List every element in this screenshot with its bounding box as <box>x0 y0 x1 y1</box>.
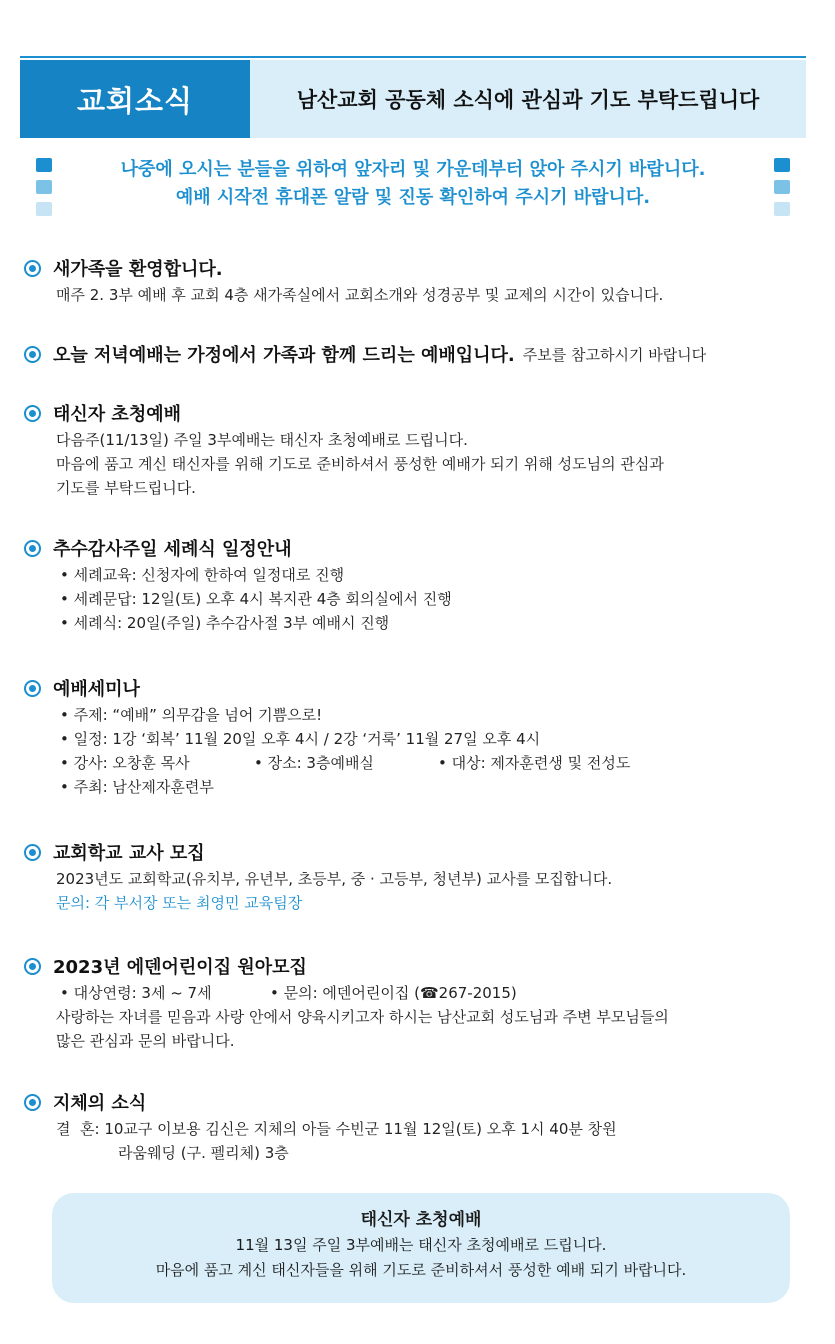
section-title: 교회학교 교사 모집 <box>53 843 205 864</box>
section-text: 2023년도 교회학교(유치부, 유년부, 초등부, 중 · 고등부, 청년부) 교사를 모집합니다. <box>56 870 613 888</box>
circle-bullet-icon <box>24 680 41 697</box>
section-seeker-worship <box>24 398 804 500</box>
contact-text: 문의: 각 부서장 또는 최영민 교육팀장 <box>56 894 303 912</box>
circle-bullet-icon <box>24 958 41 975</box>
list-item: • 세례문답: 12일(토) 오후 4시 복지관 4층 회의실에서 진행 <box>60 590 452 608</box>
section-seminar <box>24 673 804 799</box>
square-bullet-icon <box>774 202 790 216</box>
section-text: 기도를 부탁드립니다. <box>56 479 196 497</box>
seminar-place: • 장소: 3층예배실 <box>254 754 374 772</box>
square-bullet-icon <box>774 180 790 194</box>
notice-box <box>20 148 806 218</box>
section-text: 사랑하는 자녀를 믿음과 사랑 안에서 양육시키고자 하시는 남산교회 성도님과 주변 부모님들의 <box>56 1008 669 1026</box>
page-header <box>20 60 806 138</box>
notice-line: 나중에 오시는 분들을 위하여 앞자리 및 가운데부터 앉아 주시기 바랍니다. <box>120 159 706 180</box>
list-item: • 일정: 1강 ‘회복’ 11월 20일 오후 4시 / 2강 ‘거룩’ 11월 27일 오후 4시 <box>60 730 541 748</box>
square-bullet-icon <box>774 158 790 172</box>
section-title: 예배세미나 <box>53 679 140 700</box>
list-item: • 주제: “예배” 의무감을 넘어 기쁨으로! <box>60 706 323 724</box>
circle-bullet-icon <box>24 346 41 363</box>
section-baptism <box>24 533 804 635</box>
section-daycare <box>24 951 804 1053</box>
section-note: 주보를 참고하시기 바랍니다 <box>522 345 707 364</box>
section-title: 2023년 에덴어린이집 원아모집 <box>53 957 307 978</box>
section-title: 새가족을 환영합니다. <box>53 259 223 280</box>
section-text: 많은 관심과 문의 바랍니다. <box>56 1032 235 1050</box>
section-welcome <box>24 253 804 307</box>
box-title: 태신자 초청예배 <box>360 1210 482 1230</box>
section-evening-worship <box>24 339 804 369</box>
section-text: 마음에 품고 계신 태신자를 위해 기도로 준비하셔서 풍성한 예배가 되기 위해 성도님의 관심과 <box>56 455 664 473</box>
section-teacher-recruit <box>24 837 804 915</box>
header-tagline: 남산교회 공동체 소식에 관심과 기도 부탁드립니다 <box>250 60 806 138</box>
notice-text <box>60 156 766 212</box>
list-item <box>56 981 804 1005</box>
list-item <box>60 751 804 775</box>
square-bullet-icon <box>36 158 52 172</box>
circle-bullet-icon <box>24 405 41 422</box>
seeker-invitation-box <box>52 1193 790 1303</box>
header-top-rule <box>20 56 806 58</box>
section-title: 오늘 저녁예배는 가정에서 가족과 함께 드리는 예배입니다. <box>53 345 515 366</box>
section-text: 매주 2. 3부 예배 후 교회 4층 새가족실에서 교회소개와 성경공부 및 교제의 시간이 있습니다. <box>56 286 664 304</box>
section-member-news <box>24 1087 804 1165</box>
box-text: 11월 13일 주일 3부예배는 태신자 초청예배로 드립니다. <box>235 1236 607 1254</box>
seminar-target: • 대상: 제자훈련생 및 전성도 <box>438 754 631 772</box>
section-title: 추수감사주일 세례식 일정안내 <box>53 539 292 560</box>
circle-bullet-icon <box>24 1094 41 1111</box>
list-item: • 세례식: 20일(주일) 추수감사절 3부 예배시 진행 <box>60 614 390 632</box>
section-title: 지체의 소식 <box>53 1093 147 1114</box>
section-text: 결 혼: 10교구 이보용 김신은 지체의 아들 수빈군 11월 12일(토) 오후 1시 40분 창원 <box>56 1120 617 1138</box>
list-item: • 주최: 남산제자훈련부 <box>60 778 214 796</box>
circle-bullet-icon <box>24 260 41 277</box>
section-title: 태신자 초청예배 <box>53 404 181 425</box>
section-text: 다음주(11/13일) 주일 3부예배는 태신자 초청예배로 드립니다. <box>56 431 468 449</box>
seminar-speaker: • 강사: 오창훈 목사 <box>60 754 190 772</box>
page-title: 교회소식 <box>20 60 250 138</box>
box-text: 마음에 품고 계신 태신자들을 위해 기도로 준비하셔서 풍성한 예배 되기 바랍니다. <box>155 1261 687 1279</box>
list-item: • 세례교육: 신청자에 한하여 일정대로 진행 <box>60 566 345 584</box>
square-bullet-icon <box>36 202 52 216</box>
circle-bullet-icon <box>24 540 41 557</box>
daycare-age: • 대상연령: 3세 ~ 7세 <box>60 984 212 1002</box>
notice-line: 예배 시작전 휴대폰 알람 및 진동 확인하여 주시기 바랍니다. <box>175 187 651 208</box>
section-text: 라움웨딩 (구. 펠리체) 3층 <box>118 1144 289 1162</box>
daycare-inquiry: • 문의: 에덴어린이집 (☎267-2015) <box>270 984 517 1002</box>
circle-bullet-icon <box>24 844 41 861</box>
square-bullet-icon <box>36 180 52 194</box>
